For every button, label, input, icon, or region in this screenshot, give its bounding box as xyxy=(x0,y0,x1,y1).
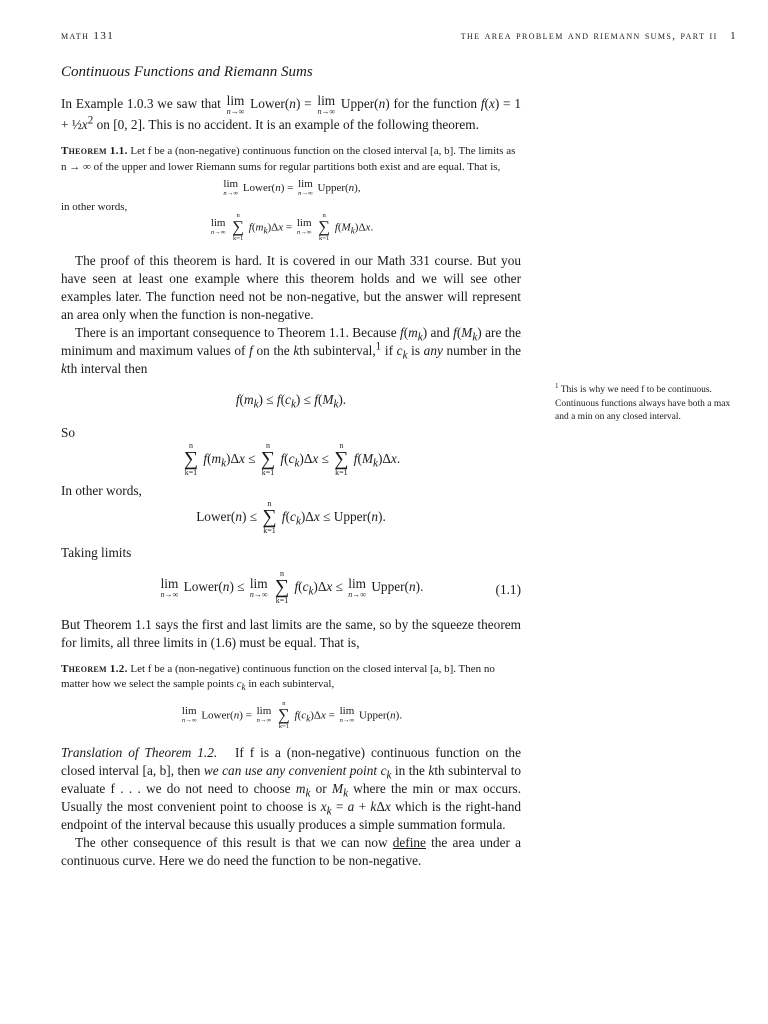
theorem-1-2: Theorem 1.2. Let f be a (non-negative) continuous function on the closed interval [a, b]. Then no matter how we select the sample points $c_k$ in each subinterval, xyxy=(61,662,495,693)
page-number: 1 xyxy=(730,30,737,42)
lim-operator: lim n→∞ xyxy=(226,93,245,117)
lim-operator: lim n→∞ xyxy=(317,93,336,117)
running-header xyxy=(61,30,737,44)
theorem-1-1: Theorem 1.1. Let f be a (non-negative) continuous function on the closed interval [a, b]. The limits as n → ∞ of the upper and lower Riemann sums for regular partitions both exist and are equal. That is, xyxy=(61,145,516,173)
equation-lower-upper: Lower(n) ≤ n ∑ k=1 $f(c_k)\Delta x$ ≤ Upper(n). xyxy=(196,499,386,536)
equation-theorem-1-2: lim n→∞ Lower(n) = lim n→∞ n ∑ k=1 $f(c_k)\Delta x$ = lim n→∞ Upper(n). xyxy=(181,699,403,730)
footnote-marker[interactable]: 1 xyxy=(375,340,382,353)
sidenote-1: $^1$ This is why we need f to be continuous. Continuous functions always have both a max and a min on any closed interval. xyxy=(555,381,731,422)
course-name: math 131 xyxy=(61,30,115,42)
equation-limits-equal: lim n→∞ Lower(n) = lim n→∞ Upper(n), xyxy=(223,178,361,198)
section-title: Continuous Functions and Riemann Sums xyxy=(61,64,313,80)
equation-1-1: lim n→∞ Lower(n) ≤ lim n→∞ n ∑ k=1 $f(c_k)\Delta x$ ≤ lim n→∞ Upper(n). (1.1) xyxy=(160,568,521,605)
equation-bounds: $f(m_k) \le f(c_k) \le f(M_k)$. xyxy=(235,392,347,412)
paragraph-squeeze: But Theorem 1.1 says the first and last limits are the same, so by the squeeze theorem for limits, all three limits in (1.6) must be equal. That is, xyxy=(61,616,521,650)
equation-sum-bounds: n ∑ k=1 $f(m_k)\Delta x$ ≤ n ∑ k=1 $f(c_k)\Delta x$ ≤ n ∑ k=1 $f(M_k)\Delta x$. xyxy=(183,441,401,478)
in-other-words: in other words, xyxy=(61,200,128,213)
paragraph-consequence: There is an important consequence to Theorem 1.1. Because $f(m_k)$ and $f(M_k)$ are the minimum and maximum values of f on the kth subinterval,$^1$ if $c_k$ is any number in the kth interval then xyxy=(61,325,522,377)
paragraph-define-area: The other consequence of this result is that we can now define the area under a continuous curve. Here we do need the function to be non-negative. xyxy=(61,835,522,869)
paragraph-intro: In Example 1.0.3 we saw that lim n→∞ Lower(n) = lim n→∞ Upper(n) for the function $f(x) = 1 + \frac{1}{2}x^2$ on [0, 2]. This is no accident. It is an example of the following theorem. xyxy=(61,93,521,133)
so-label: So xyxy=(61,425,76,441)
in-other-words-2: In other words, xyxy=(61,483,142,499)
paragraph-translation: Translation of Theorem 1.2. If f is a (non-negative) continuous function on the closed interval [a, b], then we can use any convenient point $c_k$ in the kth subinterval to evaluate f . . . we do not need to choose $m_k$ or $M_k$ where the min or max occurs. Usually the most convenient point to choose is $x_k = a + k\Delta x$ which is the right-hand endpoint of the interval because this usually produces a simple summation formula. xyxy=(61,745,522,833)
taking-limits: Taking limits xyxy=(61,544,132,560)
chapter-title: the area problem and riemann sums, part ii 1 xyxy=(460,30,737,42)
main-column xyxy=(61,64,521,870)
equation-sums-equal: lim n→∞ n ∑ k=1 $f(m_k)\Delta x$ = lim n→∞ n ∑ k=1 $f(M_k)\Delta x$. xyxy=(210,211,374,243)
paragraph-proof: The proof of this theorem is hard. It is covered in our Math 331 course. But you have seen at least one example where this theorem holds and we will see other examples later. The function need not be non-negative, but the answer will represent an area only when the function is non-negative. xyxy=(61,253,521,323)
equation-number: (1.1) xyxy=(495,581,521,597)
